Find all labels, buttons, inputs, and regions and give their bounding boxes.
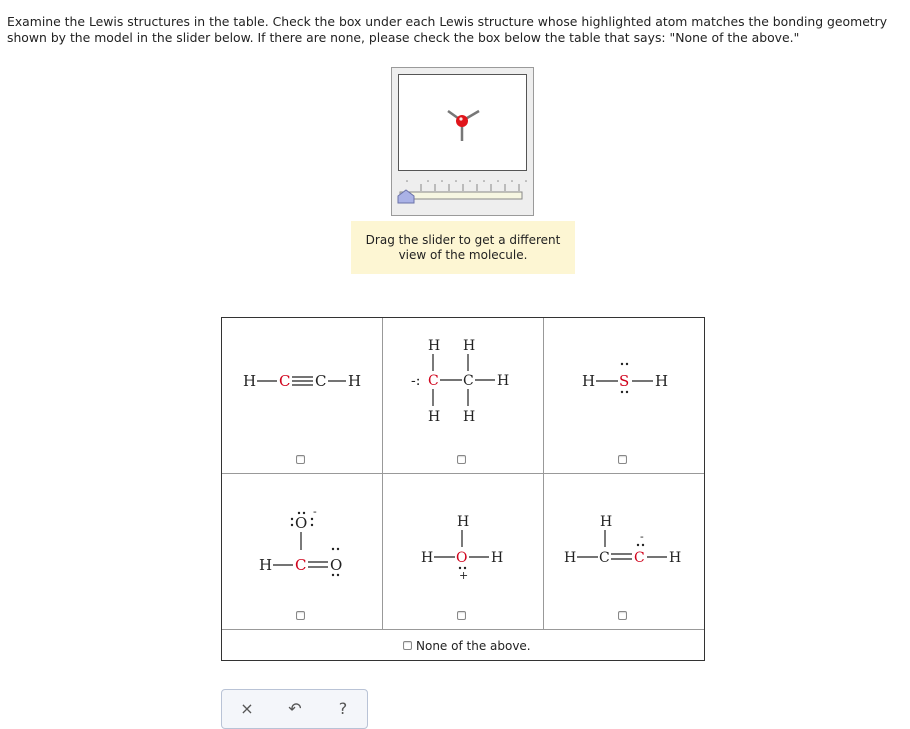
checkbox-structure-6[interactable] — [618, 611, 627, 620]
atom-c: C — [463, 373, 474, 389]
atom-s-highlighted: S — [619, 372, 630, 390]
atom-h: H — [463, 338, 476, 354]
structure-vinyl-anion — [544, 474, 705, 630]
atom-h: H — [428, 409, 441, 425]
checkbox-structure-1[interactable] — [296, 455, 305, 464]
checkbox-none-of-above[interactable] — [403, 641, 412, 650]
atom-h: H — [669, 550, 682, 566]
atom-c-highlighted: C — [428, 373, 439, 389]
hint-line-2: view of the molecule. — [398, 248, 528, 262]
atom-c: C — [599, 550, 610, 566]
formal-charge: - — [313, 505, 317, 518]
atom-c-highlighted: C — [634, 550, 645, 566]
atom-h: H — [655, 372, 669, 390]
atom-c-highlighted: C — [279, 372, 291, 390]
structure-hydronium — [383, 474, 544, 630]
structure-hydrogen-sulfide — [544, 318, 705, 474]
atom-h: H — [564, 550, 577, 566]
atom-h: H — [463, 409, 476, 425]
structure-ethyl-anion — [383, 318, 544, 474]
atom-h: H — [457, 514, 470, 530]
atom-h: H — [600, 514, 613, 530]
undo-button[interactable]: ↶ — [280, 696, 310, 722]
atom-h: H — [582, 372, 596, 390]
checkbox-structure-3[interactable] — [618, 455, 627, 464]
answer-toolbar — [221, 689, 368, 729]
molecule-viewer — [391, 67, 534, 216]
atom-c-highlighted: C — [295, 556, 307, 574]
atom-h: H — [491, 550, 504, 566]
structure-ethyne — [222, 318, 383, 474]
atom-h: H — [348, 372, 362, 390]
atom-o: O — [295, 514, 308, 532]
structure-formate — [222, 474, 383, 630]
checkbox-structure-2[interactable] — [457, 455, 466, 464]
formal-charge: - — [640, 530, 644, 543]
atom-h: H — [428, 338, 441, 354]
clear-button[interactable]: × — [232, 696, 262, 722]
atom-o-highlighted: O — [456, 550, 468, 566]
atom-h: H — [421, 550, 434, 566]
atom-c: C — [315, 372, 327, 390]
none-of-above-label[interactable]: None of the above. — [416, 639, 531, 653]
lone-pair-charge: -: — [411, 373, 421, 389]
atom-h: H — [259, 556, 273, 574]
checkbox-structure-5[interactable] — [457, 611, 466, 620]
help-button[interactable]: ? — [328, 696, 358, 722]
slider-hint — [351, 221, 575, 274]
atom-o: O — [330, 556, 343, 574]
formal-charge: + — [459, 569, 469, 582]
instructions: Examine the Lewis structures in the table. Check the box under each Lewis structure whose highlighted atom matches the bonding geometry shown by the model in the slider below. If there are none, please check the box below the table that says: "None of the above." — [7, 14, 888, 45]
none-of-above-row — [222, 629, 704, 660]
hint-line-1: Drag the slider to get a different — [365, 233, 561, 247]
atom-h: H — [497, 373, 510, 389]
lewis-structure-table — [221, 317, 705, 661]
molecule-model-view — [398, 74, 527, 171]
atom-h: H — [243, 372, 257, 390]
model-central-atom — [456, 115, 468, 127]
checkbox-structure-4[interactable] — [296, 611, 305, 620]
molecule-model — [399, 75, 526, 170]
view-slider[interactable] — [392, 176, 535, 216]
